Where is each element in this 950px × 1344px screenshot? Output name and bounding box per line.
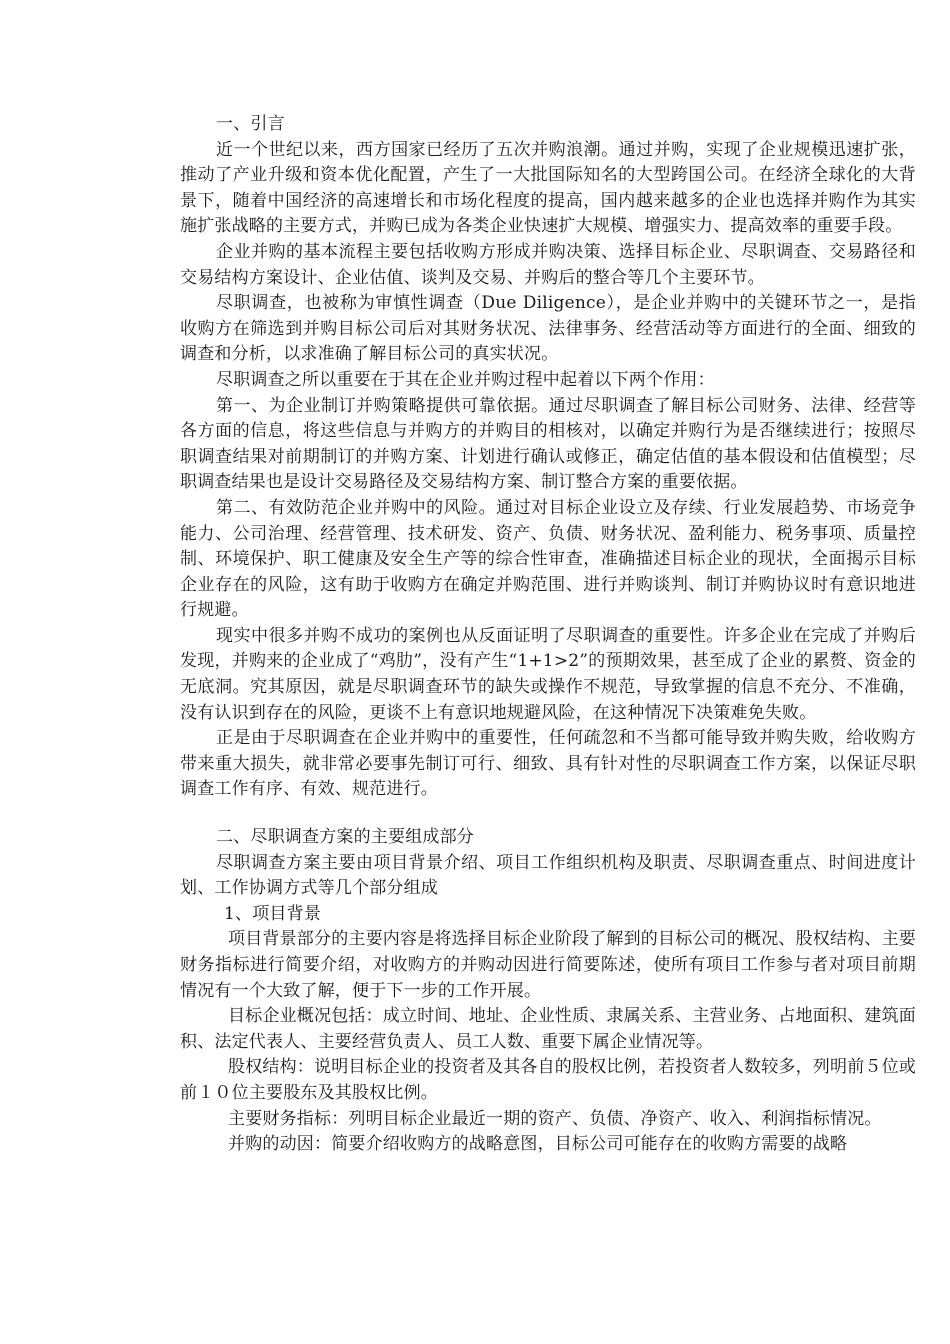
paragraph: 尽职调查，也被称为审慎性调查（Due Diligence），是企业并购中的关键环节之一，是指收购方在筛选到并购目标公司后对其财务状况、法律事务、经营活动等方面进行的全面、细致的调查和分析，以求准确了解目标公司的真实状况。 <box>180 293 916 365</box>
sub-heading-project-background: 1、项目背景 <box>224 903 322 924</box>
section-heading-components: 二、尽职调查方案的主要组成部分 <box>216 827 474 848</box>
paragraph: 主要财务指标：列明目标企业最近一期的资产、负债、净资产、收入、利润指标情况。 <box>228 1108 882 1129</box>
paragraph: 第一、为企业制订并购策略提供可靠依据。通过尽职调查了解目标公司财务、法律、经营等各方面的信息，将这些信息与并购方的并购目的相核对，以确定并购行为是否继续进行；按照尽职调查结果对前期制订的并购方案、计划进行确认或修正，确定估值的基本假设和估值模型；尽职调查结果也是设计交易路径及交易结构方案、制订整合方案的重要依据。 <box>180 395 916 493</box>
paragraph: 现实中很多并购不成功的案例也从反面证明了尽职调查的重要性。许多企业在完成了并购后发现，并购来的企业成了“鸡肋”，没有产生“1+1>2”的预期效果，甚至成了企业的累赘、资金的无底洞。究其原因，就是尽职调查环节的缺失或操作不规范，导致掌握的信息不充分、不准确，没有认识到存在的风险，更谈不上有意识地规避风险，在这种情况下决策难免失败。 <box>180 625 916 723</box>
document-page <box>180 112 916 1158</box>
section-heading-introduction: 一、引言 <box>216 114 285 134</box>
paragraph: 目标企业概况包括：成立时间、地址、企业性质、隶属关系、主营业务、占地面积、建筑面积、法定代表人、主要经营负责人、员工人数、重要下属企业情况等。 <box>180 1006 916 1052</box>
paragraph: 项目背景部分的主要内容是将选择目标企业阶段了解到的目标公司的概况、股权结构、主要财务指标进行简要介绍，对收购方的并购动因进行简要陈述，使所有项目工作参与者对项目前期情况有一个大致了解，便于下一步的工作开展。 <box>180 929 916 1001</box>
paragraph: 股权结构：说明目标企业的投资者及其各自的股权比例，若投资者人数较多，列明前５位或前１０位主要股东及其股权比例。 <box>180 1057 916 1103</box>
paragraph: 第二、有效防范企业并购中的风险。通过对目标企业设立及存续、行业发展趋势、市场竞争能力、公司治理、经营管理、技术研发、资产、负债、财务状况、盈利能力、税务事项、质量控制、环境保护、职工健康及安全生产等的综合性审查，准确描述目标企业的现状，全面揭示目标企业存在的风险，这有助于收购方在确定并购范围、进行并购谈判、制订并购协议时有意识地进行规避。 <box>180 497 916 621</box>
paragraph: 企业并购的基本流程主要包括收购方形成并购决策、选择目标企业、尽职调查、交易路径和交易结构方案设计、企业估值、谈判及交易、并购后的整合等几个主要环节。 <box>180 241 916 288</box>
section-spacer <box>180 803 916 825</box>
paragraph: 近一个世纪以来，西方国家已经历了五次并购浪潮。通过并购，实现了企业规模迅速扩张，推动了产业升级和资本优化配置，产生了一大批国际知名的大型跨国公司。在经济全球化的大背景下，随着中国经济的高速增长和市场化程度的提高，国内越来越多的企业也选择并购作为其实施扩张战略的主要方式，并购已成为各类企业快速扩大规模、增强实力、提高效率的重要手段。 <box>180 139 916 237</box>
paragraph: 尽职调查方案主要由项目背景介绍、项目工作组织机构及职责、尽职调查重点、时间进度计划、工作协调方式等几个部分组成 <box>180 852 916 899</box>
paragraph: 尽职调查之所以重要在于其在企业并购过程中起着以下两个作用： <box>216 369 715 390</box>
paragraph: 并购的动因：简要介绍收购方的战略意图，目标公司可能存在的收购方需要的战略 <box>228 1134 848 1155</box>
paragraph: 正是由于尽职调查在企业并购中的重要性，任何疏忽和不当都可能导致并购失败，给收购方带来重大损失，就非常必要事先制订可行、细致、具有针对性的尽职调查工作方案，以保证尽职调查工作有序、有效、规范进行。 <box>180 728 916 800</box>
